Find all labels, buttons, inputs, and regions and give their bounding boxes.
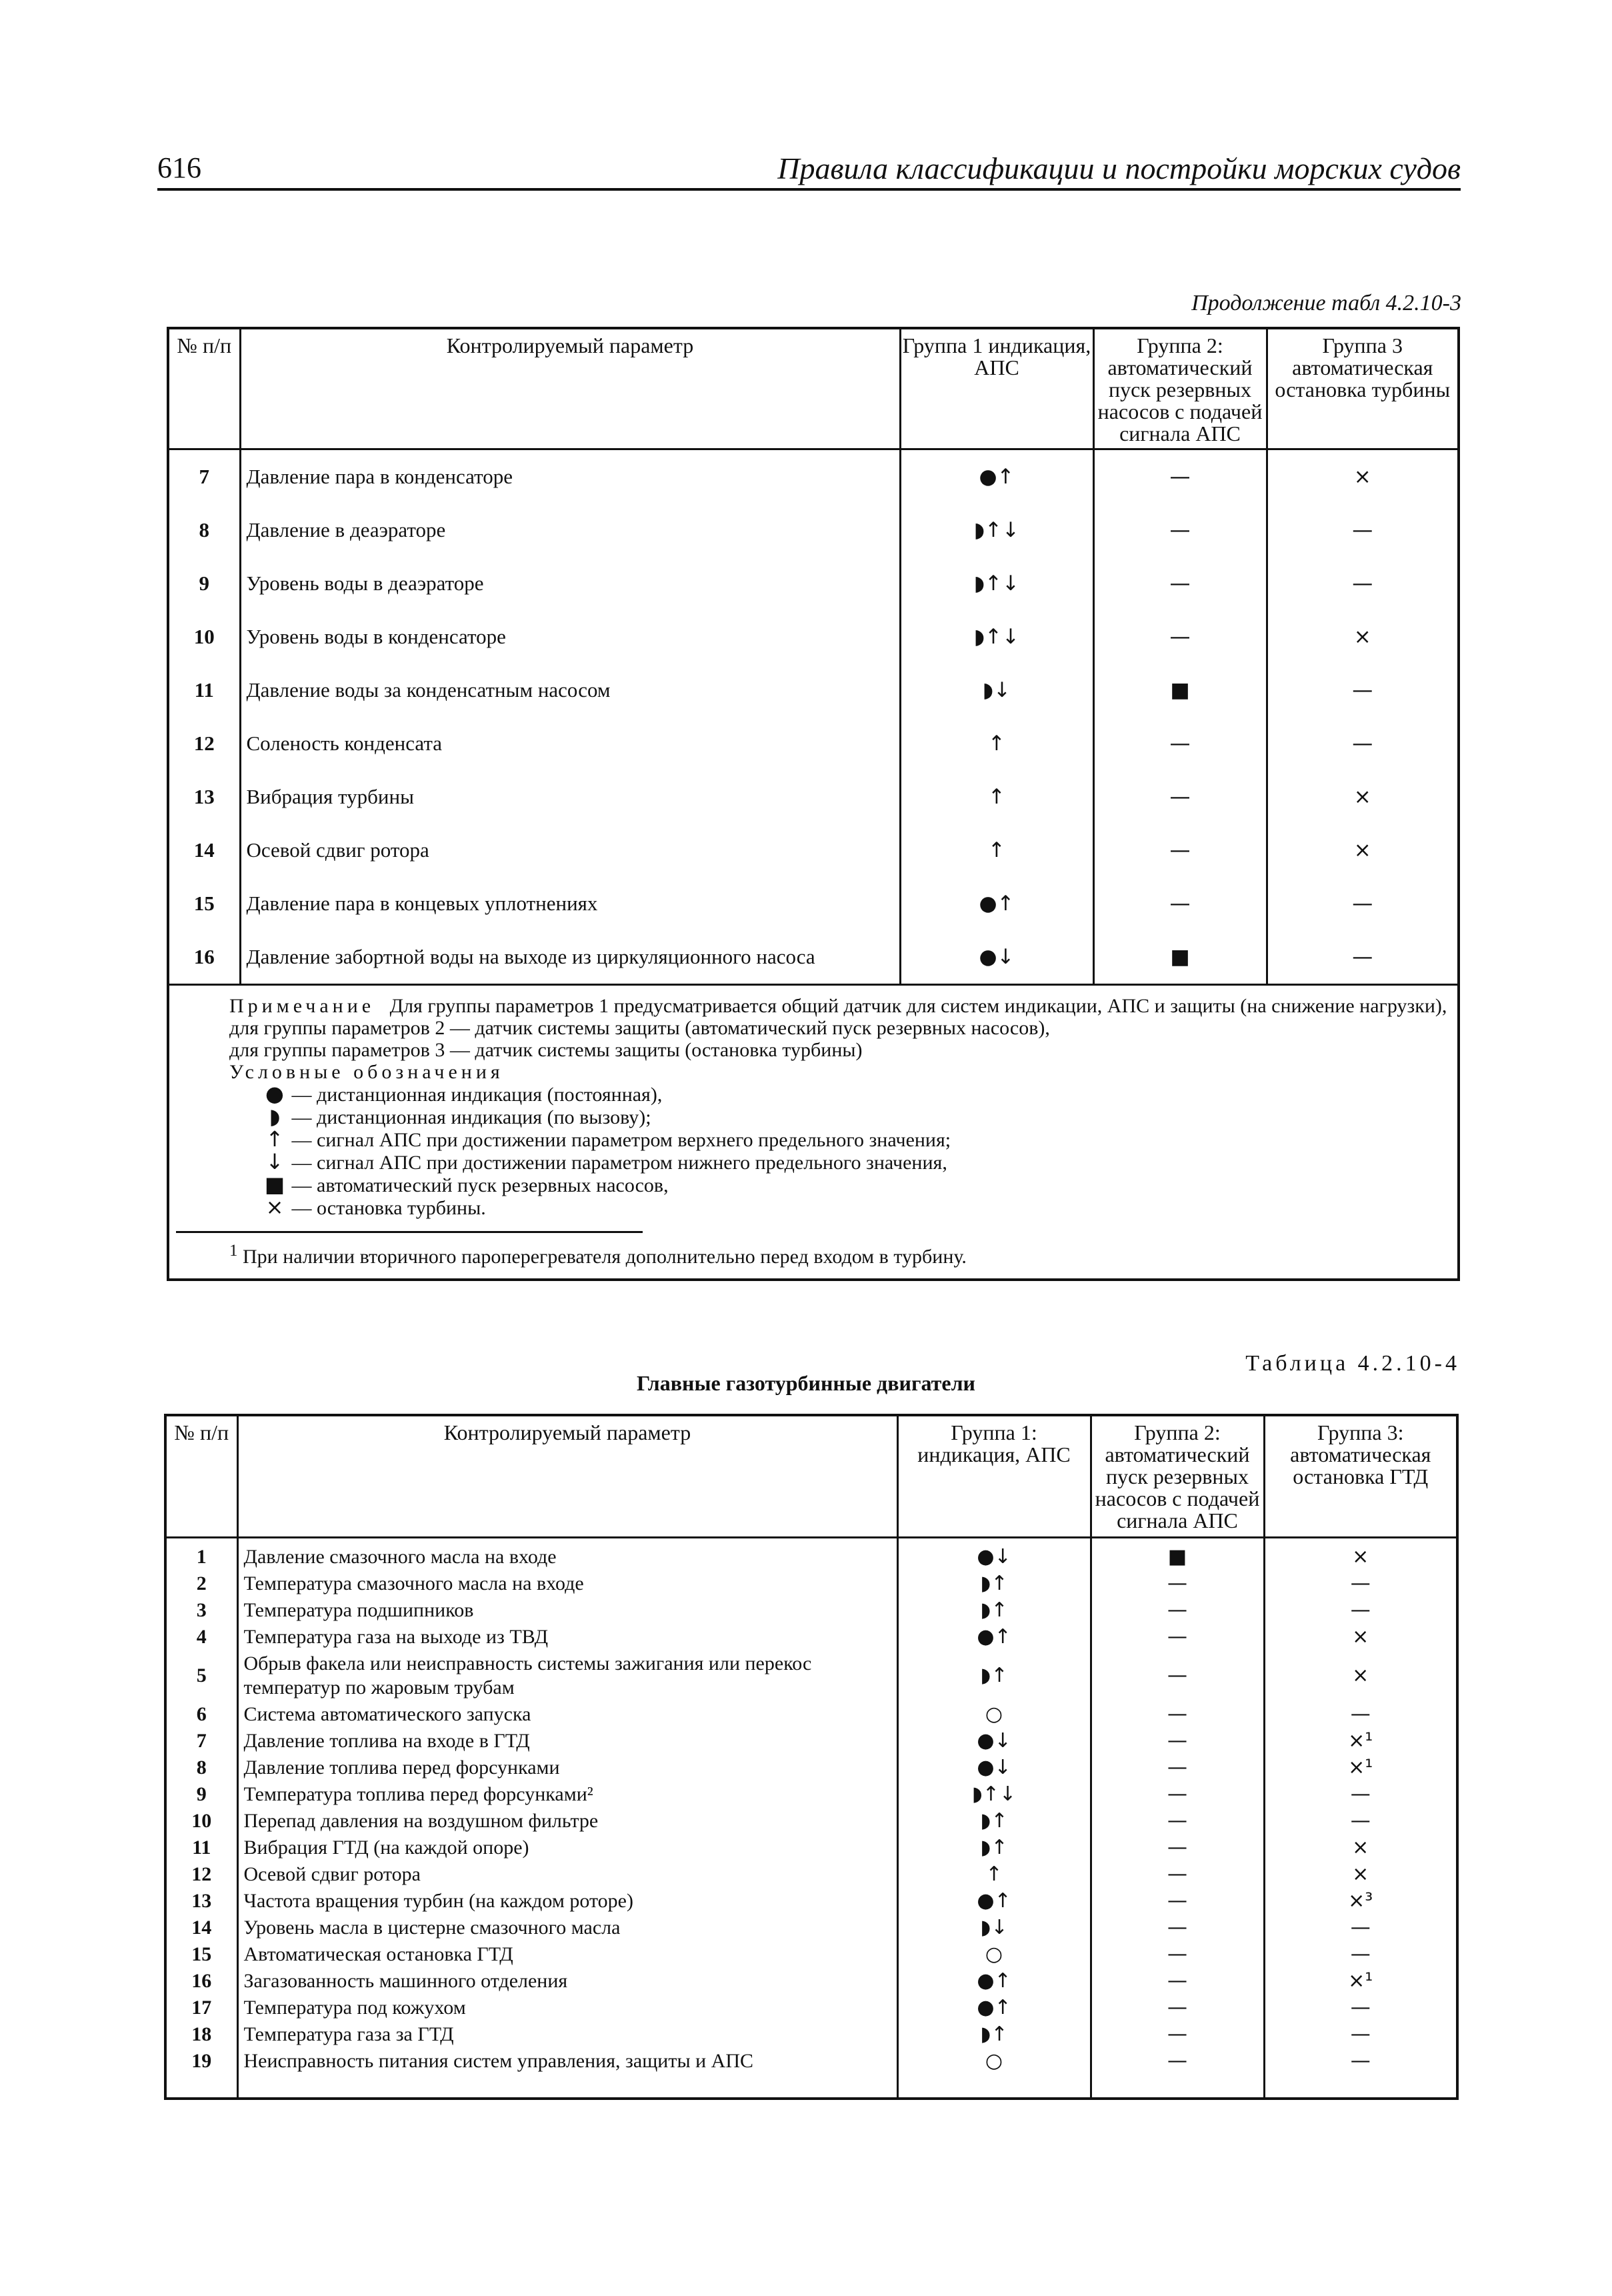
row-number: 11 bbox=[168, 664, 240, 717]
group1-cell: ●↑ bbox=[897, 1888, 1091, 1915]
table-row bbox=[165, 1835, 1457, 1861]
group2-cell: — bbox=[1091, 1570, 1264, 1597]
table-row bbox=[165, 1808, 1457, 1835]
group2-cell: — bbox=[1091, 1861, 1264, 1888]
row-number: 12 bbox=[165, 1861, 237, 1888]
table-row bbox=[168, 664, 1459, 717]
table-row bbox=[165, 1888, 1457, 1915]
group3-cell: — bbox=[1267, 557, 1459, 610]
group2-cell: — bbox=[1091, 1808, 1264, 1835]
row-number: 13 bbox=[168, 770, 240, 824]
parameter-cell: Температура подшипников bbox=[237, 1597, 897, 1624]
group3-cell: — bbox=[1264, 2048, 1457, 2099]
parameter-cell: Давление пара в концевых уплотнениях bbox=[240, 877, 900, 930]
arrow-down-icon: ↓ bbox=[265, 1149, 284, 1174]
group3-cell: — bbox=[1264, 1597, 1457, 1624]
running-title: Правила классификации и постройки морских судов bbox=[777, 151, 1461, 185]
group1-cell: ◗↑↓ bbox=[900, 503, 1093, 557]
group1-cell: ↑ bbox=[900, 717, 1093, 770]
group2-cell: ■ bbox=[1091, 1538, 1264, 1571]
page-number: 616 bbox=[157, 151, 201, 184]
parameter-cell: Давление топлива перед форсунками bbox=[237, 1755, 897, 1781]
group1-cell: ●↓ bbox=[897, 1755, 1091, 1781]
parameter-cell: Температура газа за ГТД bbox=[237, 2021, 897, 2048]
group1-cell: ◗↑ bbox=[897, 1808, 1091, 1835]
table-body bbox=[168, 449, 1459, 985]
group2-cell: — bbox=[1093, 717, 1267, 770]
row-number: 2 bbox=[165, 1570, 237, 1597]
row-number: 9 bbox=[168, 557, 240, 610]
group3-cell: ×³ bbox=[1264, 1888, 1457, 1915]
table-row bbox=[168, 503, 1459, 557]
group2-cell: — bbox=[1091, 1835, 1264, 1861]
parameter-cell: Автоматическая остановка ГТД bbox=[237, 1941, 897, 1968]
row-number: 8 bbox=[168, 503, 240, 557]
row-number: 16 bbox=[168, 930, 240, 985]
table-row bbox=[168, 770, 1459, 824]
row-number: 14 bbox=[165, 1915, 237, 1941]
filled-circle-icon: ● bbox=[265, 1081, 284, 1106]
group3-cell: × bbox=[1264, 1624, 1457, 1650]
row-number: 18 bbox=[165, 2021, 237, 2048]
parameter-cell: Соленость конденсата bbox=[240, 717, 900, 770]
group1-cell: ◗↑ bbox=[897, 1650, 1091, 1701]
table-row bbox=[165, 1968, 1457, 1995]
legend-list bbox=[176, 1083, 1451, 1219]
parameter-cell: Температура под кожухом bbox=[237, 1995, 897, 2021]
group1-cell: ◗↑↓ bbox=[897, 1781, 1091, 1808]
group3-cell: — bbox=[1264, 1995, 1457, 2021]
row-number: 5 bbox=[165, 1650, 237, 1701]
group2-cell: — bbox=[1091, 2021, 1264, 2048]
footnote bbox=[176, 1240, 1451, 1268]
column-header-number: № п/п bbox=[165, 1415, 237, 1538]
legend-item bbox=[263, 1106, 1451, 1128]
group1-cell: ●↓ bbox=[900, 930, 1093, 985]
group2-cell: — bbox=[1093, 877, 1267, 930]
cross-icon: × bbox=[265, 1194, 284, 1220]
row-number: 10 bbox=[168, 610, 240, 664]
parameter-cell: Давление забортной воды на выходе из циркуляционного насоса bbox=[240, 930, 900, 985]
legend-text: — автоматический пуск резервных насосов, bbox=[291, 1174, 669, 1196]
group3-cell: — bbox=[1264, 1701, 1457, 1728]
parameter-cell: Обрыв факела или неисправность системы зажигания или перекос температур по жаровым трубам bbox=[237, 1650, 897, 1701]
group1-cell: ↑ bbox=[900, 824, 1093, 877]
legend-item bbox=[263, 1196, 1451, 1219]
parameter-cell: Перепад давления на воздушном фильтре bbox=[237, 1808, 897, 1835]
parameter-cell: Неисправность питания систем управления, защиты и АПС bbox=[237, 2048, 897, 2099]
table-row bbox=[165, 1570, 1457, 1597]
column-header-group1: Группа 1: индикация, АПС bbox=[897, 1415, 1091, 1538]
column-header-group2: Группа 2: автоматический пуск резервных насосов с подачей сигнала АПС bbox=[1093, 328, 1267, 449]
column-header-parameter: Контролируемый параметр bbox=[240, 328, 900, 449]
row-number: 10 bbox=[165, 1808, 237, 1835]
group2-cell: — bbox=[1091, 1624, 1264, 1650]
group1-cell: ◗↑↓ bbox=[900, 557, 1093, 610]
group1-cell: ↑ bbox=[900, 770, 1093, 824]
row-number: 14 bbox=[168, 824, 240, 877]
table-row bbox=[165, 2048, 1457, 2099]
group3-cell: — bbox=[1264, 1808, 1457, 1835]
group3-cell: × bbox=[1267, 770, 1459, 824]
group2-cell: — bbox=[1091, 1941, 1264, 1968]
table-row bbox=[168, 557, 1459, 610]
group3-cell: × bbox=[1264, 1861, 1457, 1888]
page-header bbox=[157, 151, 1461, 191]
note-line-2: для группы параметров 2 — датчик системы защиты (автоматический пуск резервных насосов), bbox=[229, 1017, 1050, 1039]
table-row bbox=[168, 930, 1459, 985]
group2-cell: — bbox=[1091, 1597, 1264, 1624]
parameter-cell: Температура топлива перед форсунками² bbox=[237, 1781, 897, 1808]
group1-cell: ◗↑ bbox=[897, 1597, 1091, 1624]
parameter-cell: Давление воды за конденсатным насосом bbox=[240, 664, 900, 717]
table-header-row bbox=[168, 328, 1459, 449]
column-header-group3: Группа 3: автоматическая остановка ГТД bbox=[1264, 1415, 1457, 1538]
note-heading: Примечание bbox=[229, 995, 375, 1017]
group1-cell: ○ bbox=[897, 1941, 1091, 1968]
table-row bbox=[165, 1915, 1457, 1941]
group3-cell: — bbox=[1264, 2021, 1457, 2048]
group3-cell: — bbox=[1264, 1570, 1457, 1597]
row-number: 7 bbox=[168, 449, 240, 504]
parameter-cell: Давление смазочного масла на входе bbox=[237, 1538, 897, 1571]
group2-cell: — bbox=[1091, 1755, 1264, 1781]
table-row bbox=[165, 1624, 1457, 1650]
table-notes bbox=[168, 985, 1459, 1280]
parameter-cell: Уровень воды в конденсаторе bbox=[240, 610, 900, 664]
group1-cell: ●↑ bbox=[900, 877, 1093, 930]
row-number: 19 bbox=[165, 2048, 237, 2099]
group1-cell: ◗↑ bbox=[897, 1835, 1091, 1861]
table-continuation-caption: Продолжение табл 4.2.10-3 bbox=[1191, 291, 1461, 315]
group3-cell: × bbox=[1267, 449, 1459, 504]
group1-cell: ○ bbox=[897, 2048, 1091, 2099]
note-paragraph bbox=[176, 995, 1451, 1017]
legend-item bbox=[263, 1083, 1451, 1106]
parameter-cell: Давление пара в конденсаторе bbox=[240, 449, 900, 504]
group3-cell: — bbox=[1264, 1941, 1457, 1968]
group3-cell: × bbox=[1267, 610, 1459, 664]
filled-square-icon: ■ bbox=[264, 1172, 285, 1197]
legend-text: — сигнал АПС при достижении параметром верхнего предельного значения; bbox=[291, 1129, 951, 1151]
legend-text: — сигнал АПС при достижении параметром нижнего предельного значения, bbox=[291, 1152, 947, 1174]
parameter-cell: Давление в деаэраторе bbox=[240, 503, 900, 557]
group2-cell: — bbox=[1091, 1781, 1264, 1808]
group1-cell: ◗↓ bbox=[897, 1915, 1091, 1941]
table-row bbox=[165, 2021, 1457, 2048]
group3-cell: — bbox=[1267, 717, 1459, 770]
group2-cell: — bbox=[1091, 1995, 1264, 2021]
parameter-cell: Уровень воды в деаэраторе bbox=[240, 557, 900, 610]
table-row bbox=[165, 1597, 1457, 1624]
group1-cell: ●↑ bbox=[897, 1995, 1091, 2021]
table-row bbox=[165, 1995, 1457, 2021]
row-number: 8 bbox=[165, 1755, 237, 1781]
group1-cell: ◗↑ bbox=[897, 1570, 1091, 1597]
table-row bbox=[165, 1755, 1457, 1781]
table-row bbox=[168, 877, 1459, 930]
group2-cell: — bbox=[1093, 449, 1267, 504]
table-row bbox=[168, 824, 1459, 877]
parameter-cell: Вибрация ГТД (на каждой опоре) bbox=[237, 1835, 897, 1861]
table-row bbox=[165, 1650, 1457, 1701]
table-notes-row bbox=[168, 985, 1459, 1280]
group2-cell: ■ bbox=[1093, 930, 1267, 985]
legend-heading: Условные обозначения bbox=[229, 1061, 504, 1083]
parameter-cell: Осевой сдвиг ротора bbox=[237, 1861, 897, 1888]
footnote-rule bbox=[176, 1231, 643, 1233]
footnote-mark: 1 bbox=[229, 1242, 238, 1260]
group3-cell: ×¹ bbox=[1264, 1968, 1457, 1995]
group3-cell: — bbox=[1264, 1915, 1457, 1941]
column-header-parameter: Контролируемый параметр bbox=[237, 1415, 897, 1538]
table-row bbox=[165, 1728, 1457, 1755]
group1-cell: ●↑ bbox=[897, 1968, 1091, 1995]
group3-cell: — bbox=[1267, 664, 1459, 717]
group1-cell: ◗↓ bbox=[900, 664, 1093, 717]
table-row bbox=[165, 1941, 1457, 1968]
group1-cell: ●↑ bbox=[897, 1624, 1091, 1650]
group3-cell: × bbox=[1267, 824, 1459, 877]
column-header-group1: Группа 1 индикация, АПС bbox=[900, 328, 1093, 449]
parameter-cell: Осевой сдвиг ротора bbox=[240, 824, 900, 877]
table-4-2-10-3-continued bbox=[167, 327, 1460, 1281]
group3-cell: — bbox=[1267, 877, 1459, 930]
row-number: 15 bbox=[165, 1941, 237, 1968]
group2-cell: — bbox=[1091, 1968, 1264, 1995]
half-circle-icon: ◗ bbox=[269, 1104, 281, 1129]
group1-cell: ●↑ bbox=[900, 449, 1093, 504]
table-row bbox=[165, 1538, 1457, 1571]
group2-cell: — bbox=[1093, 770, 1267, 824]
group2-cell: — bbox=[1091, 1728, 1264, 1755]
table-row bbox=[165, 1781, 1457, 1808]
group3-cell: × bbox=[1264, 1835, 1457, 1861]
group3-cell: — bbox=[1267, 930, 1459, 985]
row-number: 6 bbox=[165, 1701, 237, 1728]
table-label: Таблица 4.2.10-4 bbox=[1245, 1351, 1460, 1376]
table-row bbox=[168, 449, 1459, 504]
footnote-text: При наличии вторичного пароперегревателя дополнительно перед входом в турбину. bbox=[243, 1246, 967, 1268]
legend-item bbox=[263, 1174, 1451, 1196]
row-number: 17 bbox=[165, 1995, 237, 2021]
group3-cell: × bbox=[1264, 1650, 1457, 1701]
group1-cell: ○ bbox=[897, 1701, 1091, 1728]
group2-cell: — bbox=[1093, 557, 1267, 610]
legend-item bbox=[263, 1151, 1451, 1174]
arrow-up-icon: ↑ bbox=[265, 1126, 284, 1152]
row-number: 11 bbox=[165, 1835, 237, 1861]
group3-cell: ×¹ bbox=[1264, 1755, 1457, 1781]
row-number: 3 bbox=[165, 1597, 237, 1624]
column-header-number: № п/п bbox=[168, 328, 240, 449]
legend-text: — дистанционная индикация (постоянная), bbox=[291, 1084, 663, 1106]
parameter-cell: Загазованность машинного отделения bbox=[237, 1968, 897, 1995]
group3-cell: × bbox=[1264, 1538, 1457, 1571]
group2-cell: — bbox=[1093, 824, 1267, 877]
group1-cell: ●↓ bbox=[897, 1728, 1091, 1755]
parameter-cell: Температура смазочного масла на входе bbox=[237, 1570, 897, 1597]
parameter-cell: Давление топлива на входе в ГТД bbox=[237, 1728, 897, 1755]
table-body bbox=[165, 1538, 1457, 2099]
row-number: 16 bbox=[165, 1968, 237, 1995]
table-row bbox=[165, 1861, 1457, 1888]
group2-cell: — bbox=[1091, 1915, 1264, 1941]
row-number: 12 bbox=[168, 717, 240, 770]
table-row bbox=[165, 1701, 1457, 1728]
group3-cell: ×¹ bbox=[1264, 1728, 1457, 1755]
group2-cell: ■ bbox=[1093, 664, 1267, 717]
legend-text: — остановка турбины. bbox=[291, 1197, 486, 1219]
group1-cell: ◗↑ bbox=[897, 2021, 1091, 2048]
column-header-group2: Группа 2: автоматический пуск резервных насосов с подачей сигнала АПС bbox=[1091, 1415, 1264, 1538]
group2-cell: — bbox=[1091, 1650, 1264, 1701]
legend-item bbox=[263, 1128, 1451, 1151]
table-4-2-10-4 bbox=[164, 1414, 1459, 2100]
table-header-row bbox=[165, 1415, 1457, 1538]
parameter-cell: Вибрация турбины bbox=[240, 770, 900, 824]
row-number: 15 bbox=[168, 877, 240, 930]
table-row bbox=[168, 610, 1459, 664]
group3-cell: — bbox=[1267, 503, 1459, 557]
group1-cell: ↑ bbox=[897, 1861, 1091, 1888]
row-number: 1 bbox=[165, 1538, 237, 1571]
note-line-1: Для группы параметров 1 предусматривается общий датчик для систем индикации, АПС и защиты (на снижение нагрузки), bbox=[389, 995, 1447, 1017]
legend-text: — дистанционная индикация (по вызову); bbox=[291, 1106, 651, 1128]
group2-cell: — bbox=[1093, 503, 1267, 557]
group1-cell: ●↓ bbox=[897, 1538, 1091, 1571]
row-number: 4 bbox=[165, 1624, 237, 1650]
column-header-group3: Группа 3 автоматическая остановка турбины bbox=[1267, 328, 1459, 449]
table-title: Главные газотурбинные двигатели bbox=[637, 1371, 975, 1395]
group2-cell: — bbox=[1091, 1888, 1264, 1915]
group3-cell: — bbox=[1264, 1781, 1457, 1808]
group2-cell: — bbox=[1091, 2048, 1264, 2099]
parameter-cell: Частота вращения турбин (на каждом роторе) bbox=[237, 1888, 897, 1915]
row-number: 7 bbox=[165, 1728, 237, 1755]
group2-cell: — bbox=[1091, 1701, 1264, 1728]
parameter-cell: Система автоматического запуска bbox=[237, 1701, 897, 1728]
row-number: 13 bbox=[165, 1888, 237, 1915]
parameter-cell: Температура газа на выходе из ТВД bbox=[237, 1624, 897, 1650]
note-line-3: для группы параметров 3 — датчик системы защиты (остановка турбины) bbox=[229, 1039, 863, 1061]
parameter-cell: Уровень масла в цистерне смазочного масла bbox=[237, 1915, 897, 1941]
table-row bbox=[168, 717, 1459, 770]
group1-cell: ◗↑↓ bbox=[900, 610, 1093, 664]
row-number: 9 bbox=[165, 1781, 237, 1808]
group2-cell: — bbox=[1093, 610, 1267, 664]
